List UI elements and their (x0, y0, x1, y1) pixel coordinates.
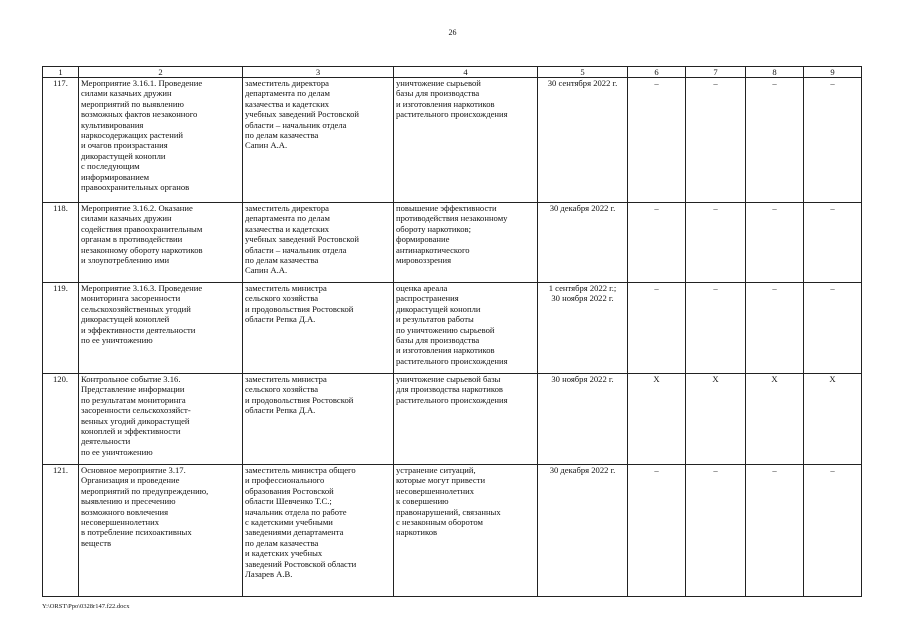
table-row (43, 203, 862, 283)
table-row (43, 78, 862, 203)
mark-cell: – (804, 203, 862, 283)
mark-cell: – (804, 283, 862, 374)
date-cell: 30 сентября 2022 г. (538, 78, 628, 203)
header-cell: 4 (394, 67, 538, 78)
event-cell: Мероприятие 3.16.3. Проведение мониторинга засоренности сельскохозяйственных угодий дикорастущей коноплей и эффективности деятельности по ее уничтожению (79, 283, 243, 374)
mark-cell: – (746, 283, 804, 374)
mark-cell: – (628, 465, 686, 597)
responsible-cell: заместитель министра сельского хозяйства и продовольствия Ростовской области Репка Д.А. (243, 374, 394, 465)
result-cell: уничтожение сырьевой базы для производства и изготовления наркотиков растительного происхождения (394, 78, 538, 203)
date-cell: 30 декабря 2022 г. (538, 203, 628, 283)
table-row (43, 374, 862, 465)
mark-cell: X (746, 374, 804, 465)
plan-table (42, 66, 862, 597)
responsible-cell: заместитель директора департамента по делам казачества и кадетских учебных заведений Ростовской области – начальник отдела по делам казачества Сапин А.А. (243, 78, 394, 203)
responsible-cell: заместитель министра общего и профессионального образования Ростовской области Шевченко Т.С.; начальник отдела по работе с кадетскими учебными заведениями департамента по делам казачества и кадетских учебных заведений Ростовской области Лазарев А.В. (243, 465, 394, 597)
event-cell: Мероприятие 3.16.1. Проведение силами казачьих дружин мероприятий по выявлению возможных фактов незаконного культивирования наркосодержащих растений и очагов произрастания дикорастущей конопли с последующим информированием правоохранительных органов (79, 78, 243, 203)
table-row (43, 283, 862, 374)
row-number: 121. (43, 465, 79, 597)
mark-cell: – (804, 78, 862, 203)
mark-cell: X (804, 374, 862, 465)
date-cell: 30 декабря 2022 г. (538, 465, 628, 597)
row-number: 120. (43, 374, 79, 465)
mark-cell: – (686, 465, 746, 597)
row-number: 119. (43, 283, 79, 374)
mark-cell: – (686, 203, 746, 283)
header-cell: 6 (628, 67, 686, 78)
date-cell: 30 ноября 2022 г. (538, 374, 628, 465)
header-cell: 3 (243, 67, 394, 78)
responsible-cell: заместитель министра сельского хозяйства и продовольствия Ростовской области Репка Д.А. (243, 283, 394, 374)
mark-cell: X (628, 374, 686, 465)
page-number: 26 (448, 28, 457, 37)
row-number: 118. (43, 203, 79, 283)
mark-cell: – (746, 465, 804, 597)
result-cell: оценка ареала распространения дикорастущей конопли и результатов работы по уничтожению сырьевой базы для производства и изготовления наркотиков растительного происхождения (394, 283, 538, 374)
header-cell: 2 (79, 67, 243, 78)
header-cell: 8 (746, 67, 804, 78)
event-cell: Основное мероприятие 3.17. Организация и проведение мероприятий по предупреждению, выявлению и пресечению возможного вовлечения несовершеннолетних в потребление психоактивных веществ (79, 465, 243, 597)
header-cell: 5 (538, 67, 628, 78)
mark-cell: – (628, 78, 686, 203)
mark-cell: – (804, 465, 862, 597)
mark-cell: X (686, 374, 746, 465)
mark-cell: – (746, 78, 804, 203)
table-row (43, 465, 862, 597)
result-cell: устранение ситуаций, которые могут привести несовершеннолетних к совершению правонарушений, связанных с незаконным оборотом наркотиков (394, 465, 538, 597)
file-path-footer: Y:\ORST\Ppo\0328r147.f22.docx (42, 603, 130, 610)
responsible-cell: заместитель директора департамента по делам казачества и кадетских учебных заведений Ростовской области – начальник отдела по делам казачества Сапин А.А. (243, 203, 394, 283)
header-row (43, 67, 862, 78)
row-number: 117. (43, 78, 79, 203)
event-cell: Мероприятие 3.16.2. Оказание силами казачьих дружин содействия правоохранительным органам в противодействии незаконному обороту наркотиков и злоупотреблению ими (79, 203, 243, 283)
mark-cell: – (686, 283, 746, 374)
result-cell: уничтожение сырьевой базы для производства наркотиков растительного происхождения (394, 374, 538, 465)
header-cell: 7 (686, 67, 746, 78)
date-cell: 1 сентября 2022 г.; 30 ноября 2022 г. (538, 283, 628, 374)
result-cell: повышение эффективности противодействия незаконному обороту наркотиков; формирование антинаркотического мировоззрения (394, 203, 538, 283)
mark-cell: – (628, 283, 686, 374)
mark-cell: – (746, 203, 804, 283)
mark-cell: – (686, 78, 746, 203)
mark-cell: – (628, 203, 686, 283)
header-cell: 9 (804, 67, 862, 78)
event-cell: Контрольное событие 3.16. Представление информации по результатам мониторинга засоренности сельскохозяйст- венных угодий дикорастущей коноплей и эффективности деятельности по ее уничтожению (79, 374, 243, 465)
header-cell: 1 (43, 67, 79, 78)
